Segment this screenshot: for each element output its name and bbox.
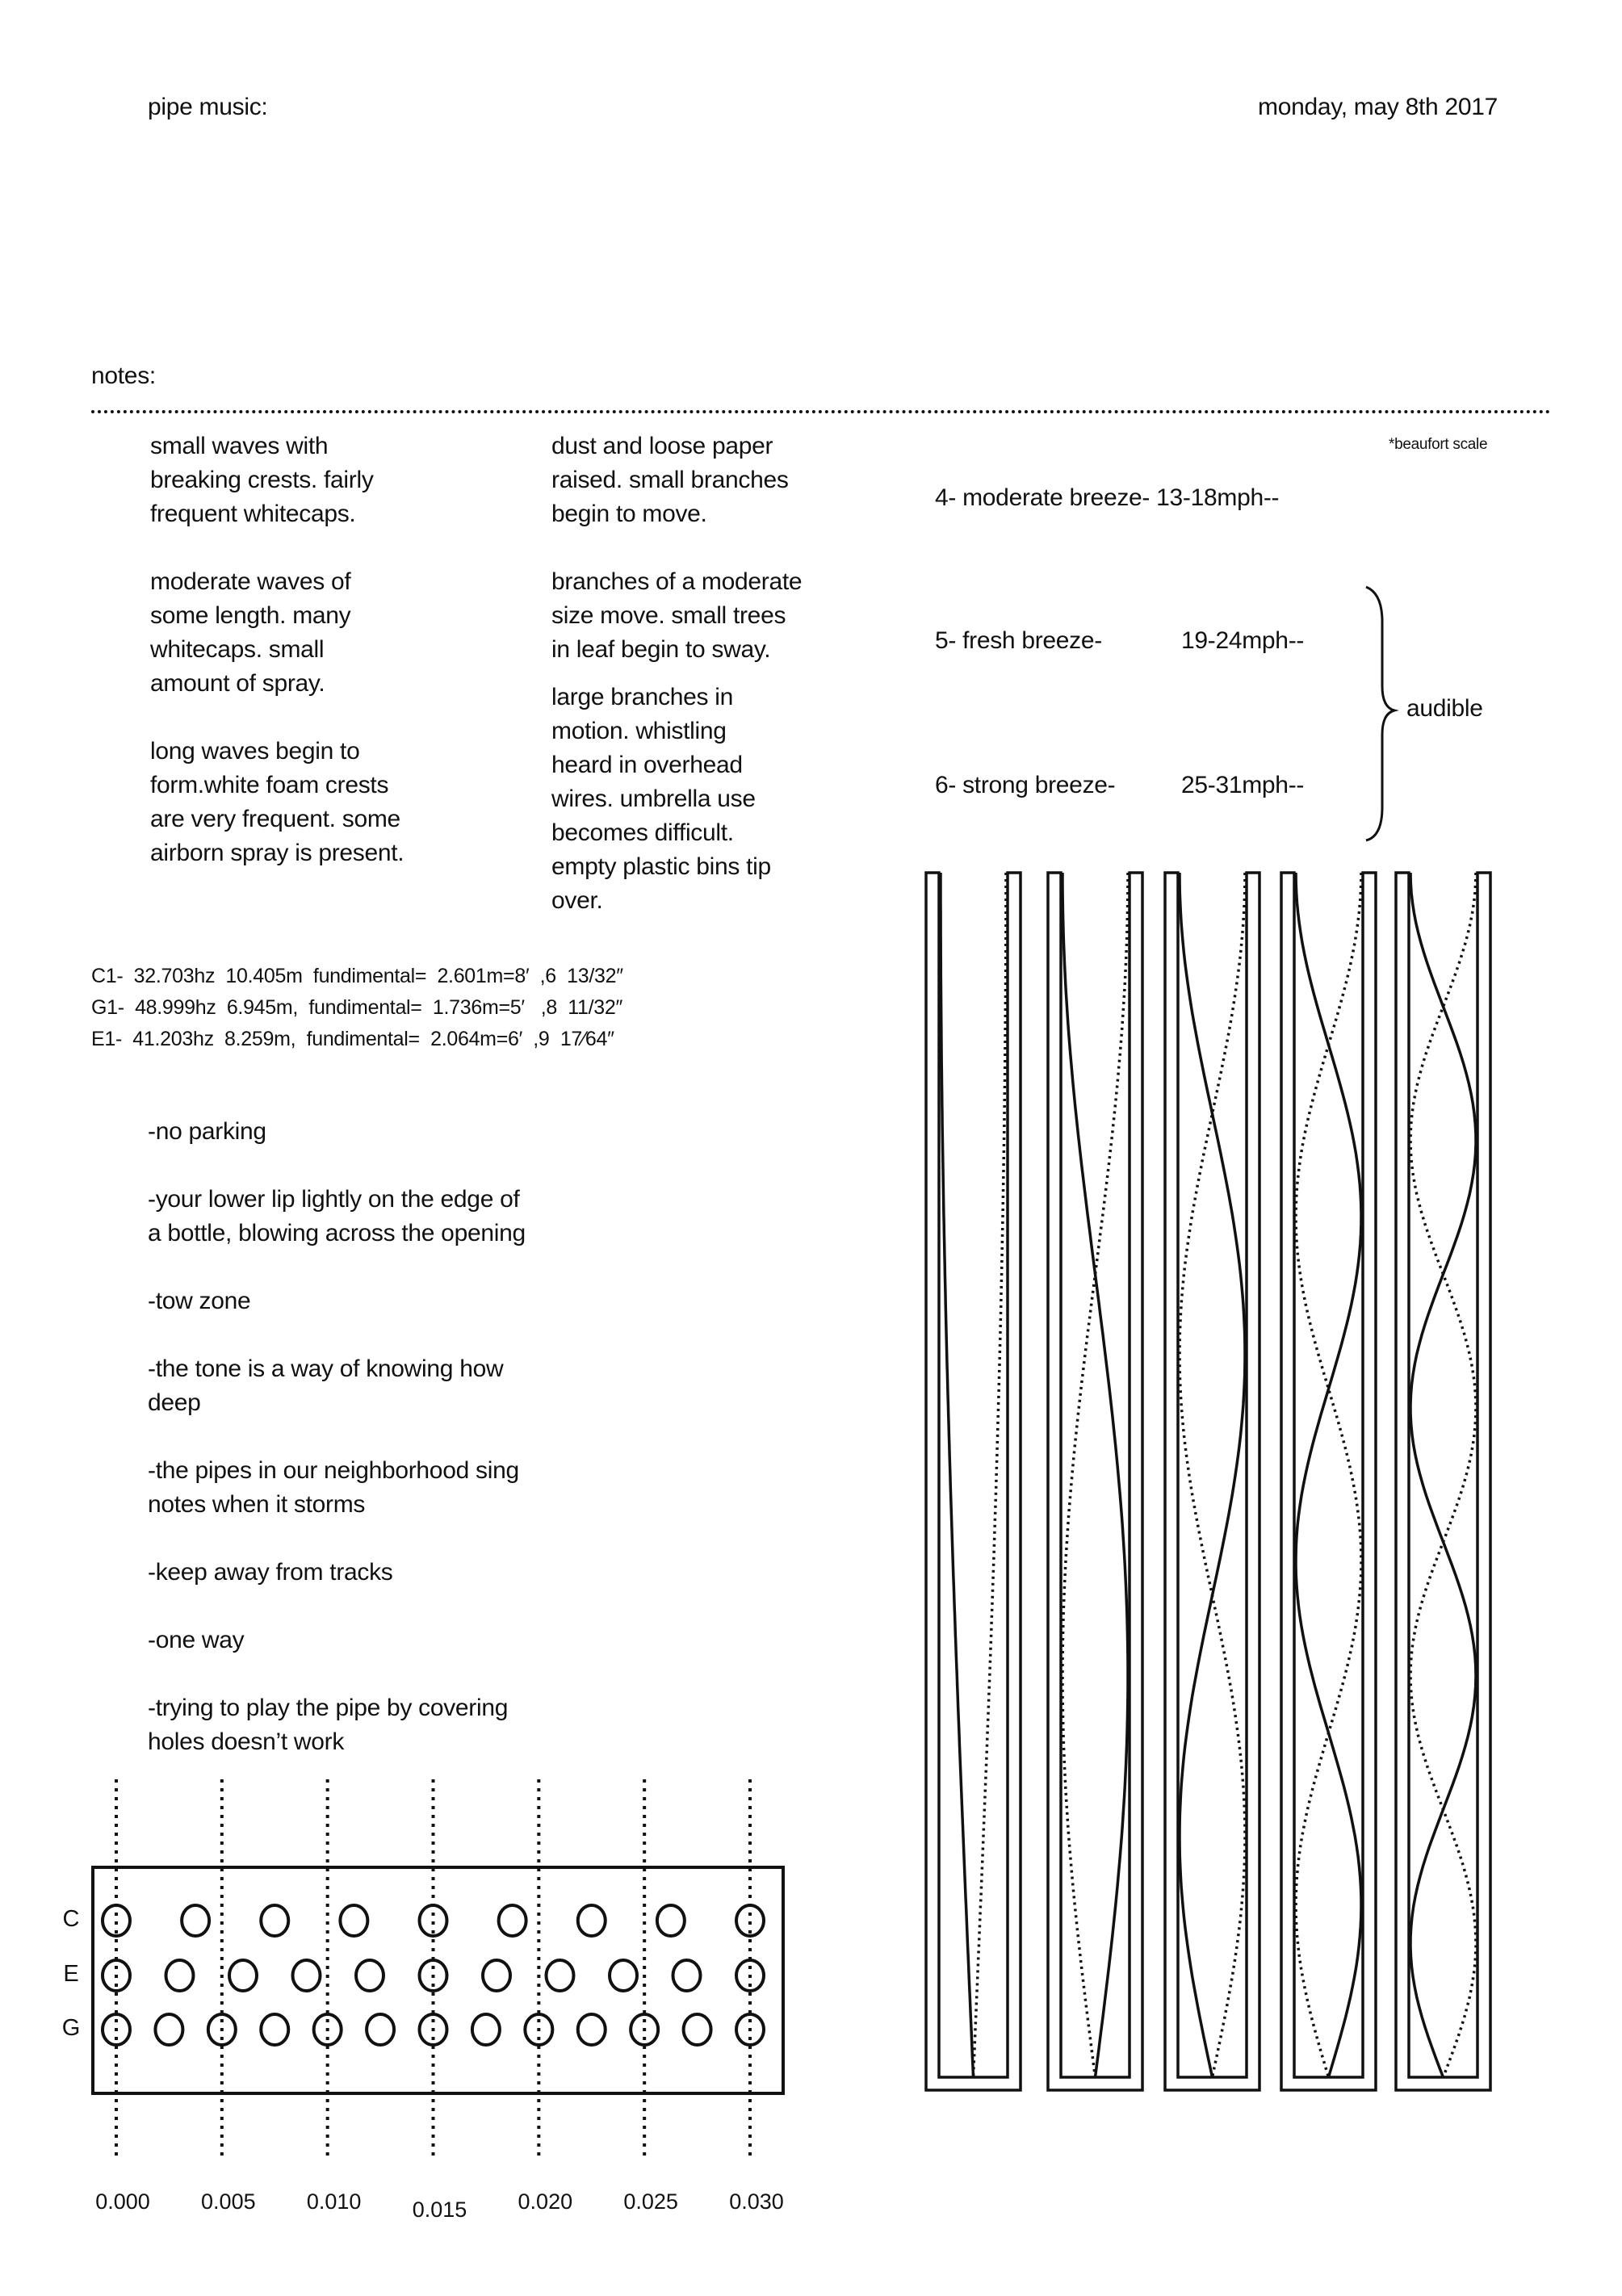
hole (578, 2014, 606, 2045)
note-line: -trying to play the pipe by covering (148, 1695, 509, 1721)
frequency-line-g1: G1- 48.999hz 6.945m, fundimental= 1.736m=5′ ,8 11/32″ (91, 996, 623, 1019)
note-line: -no parking (148, 1118, 266, 1145)
hole (293, 1960, 321, 1991)
standing-wave-solid (1062, 873, 1128, 2077)
hole (155, 2014, 182, 2045)
land-state-line: becomes difficult. (551, 819, 734, 846)
sea-state-line: long waves begin to (150, 738, 360, 765)
sea-state-line: whitecaps. small (150, 636, 325, 663)
hole (261, 1905, 288, 1936)
tick-label: 0.030 (729, 2189, 784, 2214)
tick-label: 0.000 (95, 2189, 150, 2214)
beaufort-speed: 13-18mph-- (1156, 484, 1280, 511)
beaufort-caption: *beaufort scale (1389, 436, 1488, 453)
page-title: pipe music: (148, 94, 268, 120)
sea-state-line: are very frequent. some (150, 806, 400, 832)
hole (229, 1960, 257, 1991)
row-label-C: C (62, 1906, 80, 1932)
hole (182, 1905, 209, 1936)
frequency-line-c1: C1- 32.703hz 10.405m fundimental= 2.601m=8′ ,6 13/32″ (91, 965, 623, 987)
notes-label: notes: (91, 362, 156, 389)
tick-label: 0.025 (623, 2189, 678, 2214)
tick-label: 0.010 (306, 2189, 362, 2214)
sea-state-line: some length. many (150, 602, 351, 629)
land-state-line: heard in overhead (551, 752, 743, 778)
note-line: notes when it storms (148, 1491, 366, 1518)
land-state-line: size move. small trees (551, 602, 786, 629)
standing-wave-solid (1296, 873, 1361, 2077)
beaufort-speed-5: 19-24mph-- (1181, 627, 1305, 654)
land-state-line: branches of a moderate (551, 568, 803, 595)
pipe-outline (1165, 873, 1259, 2090)
hole (547, 1960, 574, 1991)
note-line: -your lower lip lightly on the edge of (148, 1186, 520, 1213)
beaufort-name: 4- moderate breeze- (935, 484, 1150, 511)
land-state-line: motion. whistling (551, 718, 727, 744)
row-label-E: E (63, 1961, 79, 1987)
sea-state-line: form.white foam crests (150, 772, 389, 798)
tick-label: 0.005 (201, 2189, 256, 2214)
beaufort-speed-6: 25-31mph-- (1181, 772, 1305, 798)
sea-state-line: moderate waves of (150, 568, 351, 595)
note-line: deep (148, 1389, 201, 1416)
beaufort-name-5: 5- fresh breeze- (935, 627, 1102, 654)
hole (610, 1960, 637, 1991)
hole-plate (93, 1867, 783, 2093)
sea-state-line: airborn spray is present. (150, 840, 404, 866)
beaufort-name-6: 6- strong breeze- (935, 772, 1116, 798)
tick-label: 0.020 (518, 2189, 573, 2214)
frequency-line-e1: E1- 41.203hz 8.259m, fundimental= 2.064m=6′ ,9 17⁄64″ (91, 1028, 614, 1050)
hole (483, 1960, 510, 1991)
row-label-G: G (61, 2015, 81, 2041)
hole (472, 2014, 500, 2045)
hole (356, 1960, 383, 1991)
hole (657, 1905, 685, 1936)
land-state-line: large branches in (551, 684, 734, 710)
hole (340, 1905, 367, 1936)
land-state-line: wires. umbrella use (551, 786, 756, 812)
sea-state-line: breaking crests. fairly (150, 467, 374, 493)
tick-label: 0.015 (412, 2198, 467, 2222)
note-line: -the pipes in our neighborhood sing (148, 1457, 519, 1484)
note-line: a bottle, blowing across the opening (148, 1220, 526, 1246)
audible-label: audible (1406, 695, 1483, 722)
note-line: -keep away from tracks (148, 1559, 393, 1586)
hole (367, 2014, 394, 2045)
hole (673, 1960, 701, 1991)
land-state-line: over. (551, 887, 603, 914)
standing-wave-solid (941, 873, 974, 2077)
hole (578, 1905, 606, 1936)
date: monday, may 8th 2017 (1258, 94, 1498, 120)
sea-state-line: amount of spray. (150, 670, 325, 697)
note-line: -tow zone (148, 1288, 251, 1314)
sea-state-line: frequent whitecaps. (150, 501, 356, 527)
hole (499, 1905, 526, 1936)
pipe-outline (1396, 873, 1490, 2090)
standing-wave-dotted (974, 873, 1007, 2077)
land-state-line: empty plastic bins tip (551, 853, 771, 880)
pipe-outline (1048, 873, 1142, 2090)
sea-state-line: small waves with (150, 433, 329, 459)
land-state-line: raised. small branches (551, 467, 789, 493)
hole (684, 2014, 711, 2045)
note-line: -the tone is a way of knowing how (148, 1355, 504, 1382)
curly-brace (1366, 587, 1394, 840)
land-state-line: begin to move. (551, 501, 707, 527)
land-state-line: dust and loose paper (551, 433, 773, 459)
hole (261, 2014, 288, 2045)
note-line: -one way (148, 1627, 245, 1653)
hole (166, 1960, 194, 1991)
land-state-line: in leaf begin to sway. (551, 636, 771, 663)
note-line: holes doesn’t work (148, 1728, 345, 1755)
